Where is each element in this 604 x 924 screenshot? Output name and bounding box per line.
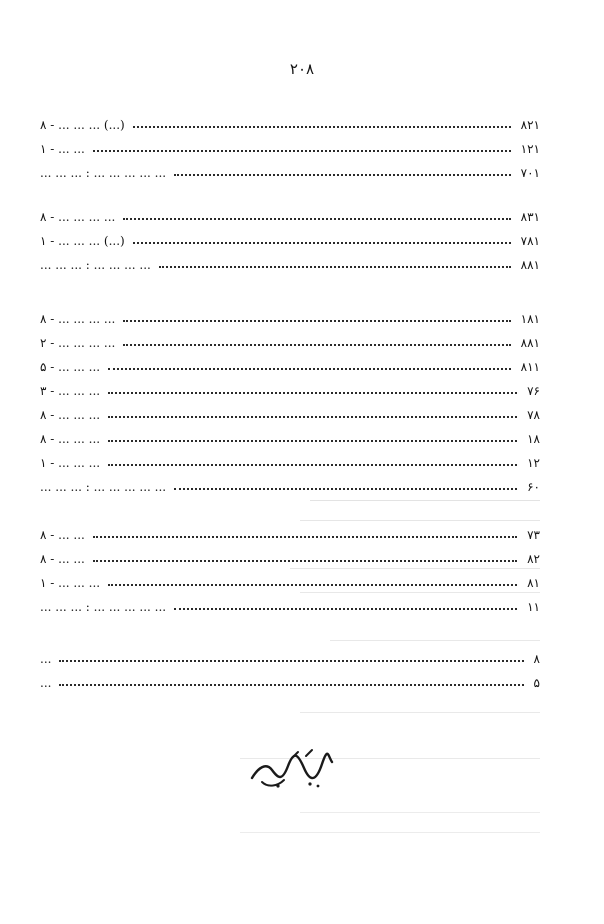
dot-leader bbox=[108, 416, 517, 418]
toc-entry-label: ... ... ... - ۸ bbox=[40, 408, 101, 422]
toc-entry bbox=[40, 208, 540, 230]
toc-entry-number: ۸۸۱ bbox=[520, 336, 540, 350]
toc-entry-label: ... bbox=[40, 652, 52, 666]
toc-entry bbox=[40, 140, 540, 162]
toc-entry-number: ۱۸ bbox=[527, 432, 540, 446]
dot-leader bbox=[123, 344, 511, 346]
dot-leader bbox=[108, 584, 517, 586]
toc-entry-number: ۱۸۱ bbox=[520, 312, 540, 326]
dot-leader bbox=[108, 368, 511, 370]
toc-entry-label: (...) ... ... ... - ۸ bbox=[40, 118, 125, 132]
toc-entry bbox=[40, 232, 540, 254]
toc-entry bbox=[40, 550, 540, 572]
toc-entry-number: ۸۳۱ bbox=[520, 210, 540, 224]
dot-leader bbox=[123, 218, 511, 220]
toc-entry-label: ... ... ... - ۱ bbox=[40, 576, 101, 590]
toc-entry-number: ۶۰ bbox=[527, 480, 540, 494]
toc-entry bbox=[40, 478, 540, 500]
toc-entry bbox=[40, 598, 540, 620]
toc-entry bbox=[40, 674, 540, 696]
dot-leader bbox=[123, 320, 511, 322]
toc-entry bbox=[40, 454, 540, 476]
toc-entry bbox=[40, 256, 540, 278]
toc-entry-label: (...) ... ... ... - ۱ bbox=[40, 234, 125, 248]
toc-entry-label: ... ... ... ... - ۲ bbox=[40, 336, 116, 350]
toc-entry-number: ۸۲۱ bbox=[520, 118, 540, 132]
dot-leader bbox=[133, 242, 511, 244]
toc-entry bbox=[40, 164, 540, 186]
toc-entry-label: ... ... - ۸ bbox=[40, 552, 85, 566]
toc-entry-label: ... bbox=[40, 676, 52, 690]
toc-entry-label: ... ... ... ... ... : ... ... ... bbox=[40, 480, 167, 494]
toc-entry-label: ... ... ... - ۱ bbox=[40, 456, 101, 470]
toc-entry-number: ۷۰۱ bbox=[520, 166, 540, 180]
dot-leader bbox=[133, 126, 511, 128]
toc-entry bbox=[40, 358, 540, 380]
toc-entry-number: ۱۱ bbox=[527, 600, 540, 614]
dot-leader bbox=[174, 174, 511, 176]
toc-entry-number: ۸۸۱ bbox=[520, 258, 540, 272]
dot-leader bbox=[174, 488, 517, 490]
toc-entry-label: ... ... ... - ۸ bbox=[40, 432, 101, 446]
toc-entry-label: ... ... ... - ۳ bbox=[40, 384, 101, 398]
toc-entry bbox=[40, 334, 540, 356]
toc-entry-label: ... ... ... ... ... : ... ... ... bbox=[40, 166, 167, 180]
toc-entry-number: ۷۶ bbox=[527, 384, 540, 398]
toc-entry-number: ۸۱ bbox=[527, 576, 540, 590]
page-number: ۲۰۸ bbox=[289, 60, 315, 78]
toc-entry-number: ۷۸۱ bbox=[520, 234, 540, 248]
signature-flourish bbox=[248, 748, 334, 790]
dot-leader bbox=[108, 440, 517, 442]
toc-entry bbox=[40, 526, 540, 548]
dot-leader bbox=[108, 464, 517, 466]
toc-entry-label: ... ... ... ... - ۸ bbox=[40, 312, 116, 326]
toc-entry bbox=[40, 310, 540, 332]
dot-leader bbox=[93, 560, 517, 562]
toc-entry-number: ۱۲۱ bbox=[520, 142, 540, 156]
toc-entry bbox=[40, 574, 540, 596]
toc-entry-label: ... ... ... ... : ... ... ... bbox=[40, 258, 151, 272]
dot-leader bbox=[93, 536, 517, 538]
toc-entry-label: ... ... ... ... - ۸ bbox=[40, 210, 116, 224]
dot-leader bbox=[108, 392, 517, 394]
dot-leader bbox=[174, 608, 517, 610]
toc-entry-label: ... ... ... ... ... : ... ... ... bbox=[40, 600, 167, 614]
toc-entry bbox=[40, 116, 540, 138]
toc-entry bbox=[40, 430, 540, 452]
toc-entry-number: ۵ bbox=[533, 676, 540, 690]
toc-entry-number: ۸۱۱ bbox=[520, 360, 540, 374]
toc-entry-number: ۸ bbox=[533, 652, 540, 666]
dot-leader bbox=[59, 660, 524, 662]
toc-entry-label: ... ... - ۸ bbox=[40, 528, 85, 542]
toc-entry-label: ... ... ... - ۵ bbox=[40, 360, 101, 374]
toc-entry bbox=[40, 406, 540, 428]
toc-entry bbox=[40, 382, 540, 404]
toc-entry bbox=[40, 650, 540, 672]
toc-entry-number: ۱۲ bbox=[527, 456, 540, 470]
toc-entry-number: ۸۲ bbox=[527, 552, 540, 566]
toc-entry-number: ۷۸ bbox=[527, 408, 540, 422]
toc-entry-label: ... ... - ۱ bbox=[40, 142, 85, 156]
dot-leader bbox=[93, 150, 511, 152]
dot-leader bbox=[159, 266, 511, 268]
dot-leader bbox=[59, 684, 524, 686]
toc-entry-number: ۷۳ bbox=[527, 528, 540, 542]
